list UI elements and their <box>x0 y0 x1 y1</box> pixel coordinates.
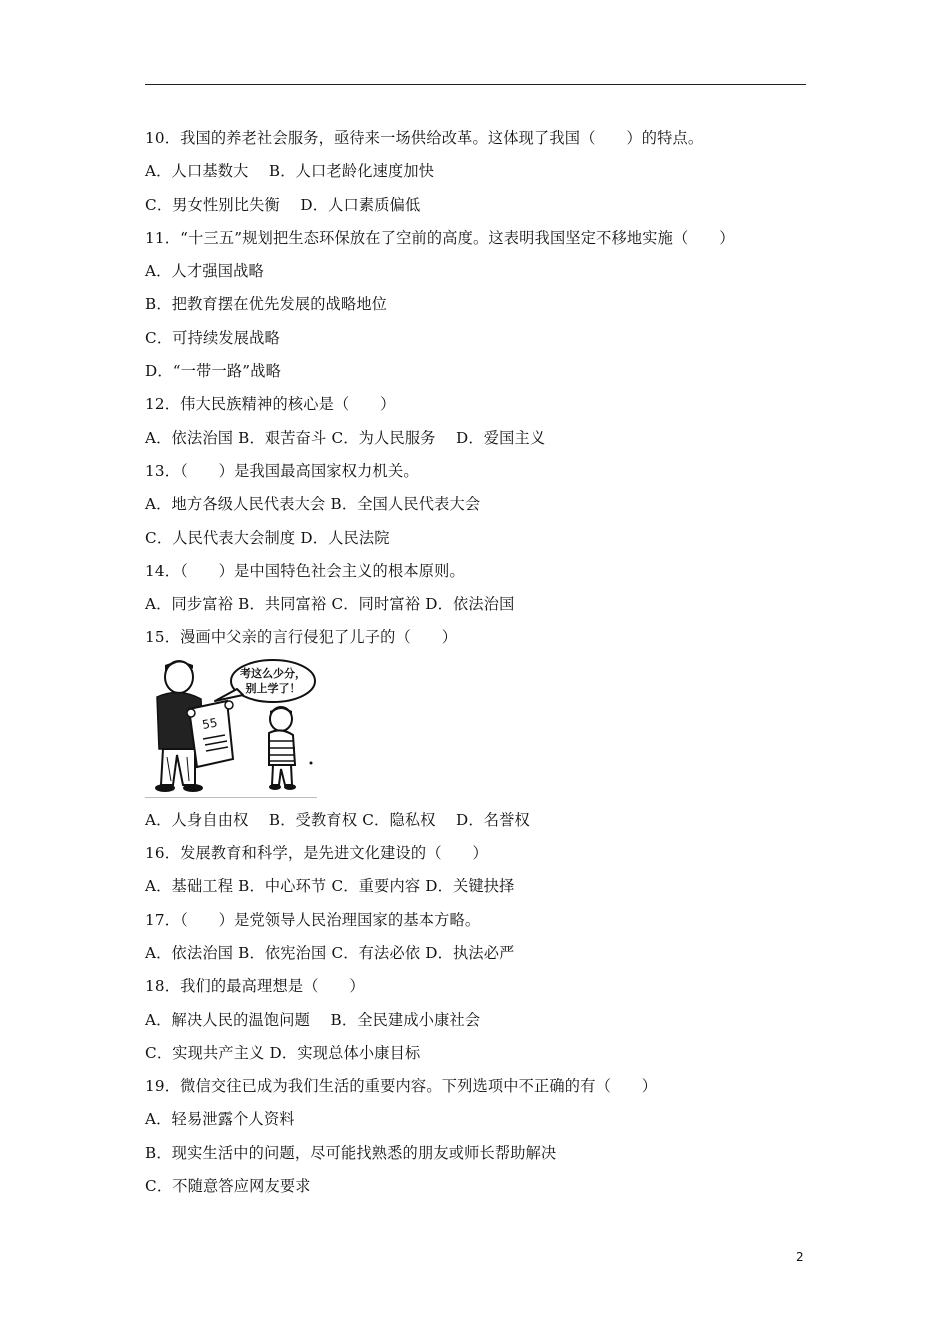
text-line: A．依法治国 B．艰苦奋斗 C．为人民服务 D．爱国主义 <box>145 428 546 447</box>
text-line: C．可持续发展战略 <box>145 328 280 347</box>
text-line: A．依法治国 B．依宪治国 C．有法必依 D．执法必严 <box>145 943 515 962</box>
text-line: 19．微信交往已成为我们生活的重要内容。下列选项中不正确的有（ ） <box>145 1077 658 1096</box>
text-line: C．男女性别比失衡 D．人口素质偏低 <box>145 195 421 214</box>
text-line: C．不随意答应网友要求 <box>145 1177 311 1196</box>
text-line: C．实现共产主义 D．实现总体小康目标 <box>145 1043 421 1062</box>
text-line: 16．发展教育和科学，是先进文化建设的（ ） <box>145 844 488 863</box>
text-line: B．把教育摆在优先发展的战略地位 <box>145 295 388 314</box>
text-line: A．人口基数大 B．人口老龄化速度加快 <box>145 162 435 181</box>
cartoon-illustration <box>145 657 317 797</box>
speech-text-line2: 别上学了！ <box>245 681 301 695</box>
text-line: A．人才强国战略 <box>145 262 264 281</box>
question-block-10-15 <box>145 122 806 655</box>
text-line: 14．（ ）是中国特色社会主义的根本原则。 <box>145 561 465 580</box>
text-line: A．地方各级人民代表大会 B．全国人民代表大会 <box>145 495 481 514</box>
document-body <box>145 122 806 1203</box>
text-line: 17．（ ）是党领导人民治理国家的基本方略。 <box>145 910 481 929</box>
text-line: A．轻易泄露个人资料 <box>145 1110 295 1129</box>
text-line: A．基础工程 B．中心环节 C．重要内容 D．关键抉择 <box>145 877 515 896</box>
speech-text-line1: 考这么少分， <box>240 666 306 680</box>
question-block-15-19 <box>145 804 806 1204</box>
text-line: A．同步富裕 B．共同富裕 C．同时富裕 D．依法治国 <box>145 595 515 614</box>
cartoon-figure <box>145 657 317 798</box>
text-line: A．解决人民的温饱问题 B．全民建成小康社会 <box>145 1010 481 1029</box>
text-line: B．现实生活中的问题，尽可能找熟悉的朋友或师长帮助解决 <box>145 1143 557 1162</box>
text-line: 10．我国的养老社会服务，亟待来一场供给改革。这体现了我国（ ）的特点。 <box>145 129 704 147</box>
text-line: 12．伟大民族精神的核心是（ ） <box>145 395 396 414</box>
text-line: 15．漫画中父亲的言行侵犯了儿子的（ ） <box>145 628 458 647</box>
text-line: D．“一带一路”战略 <box>145 362 282 381</box>
text-line: 13．（ ）是我国最高国家权力机关。 <box>145 461 419 480</box>
header-rule <box>145 84 806 85</box>
text-line: 11．“十三五”规划把生态环保放在了空前的高度。这表明我国坚定不移地实施（ ） <box>145 228 735 247</box>
page-number: 2 <box>796 1250 804 1264</box>
text-line: C．人民代表大会制度 D．人民法院 <box>145 528 390 547</box>
paper-score: 55 <box>201 715 219 732</box>
text-line: A．人身自由权 B．受教育权 C．隐私权 D．名誉权 <box>145 810 530 829</box>
text-line: 18．我们的最高理想是（ ） <box>145 977 365 996</box>
